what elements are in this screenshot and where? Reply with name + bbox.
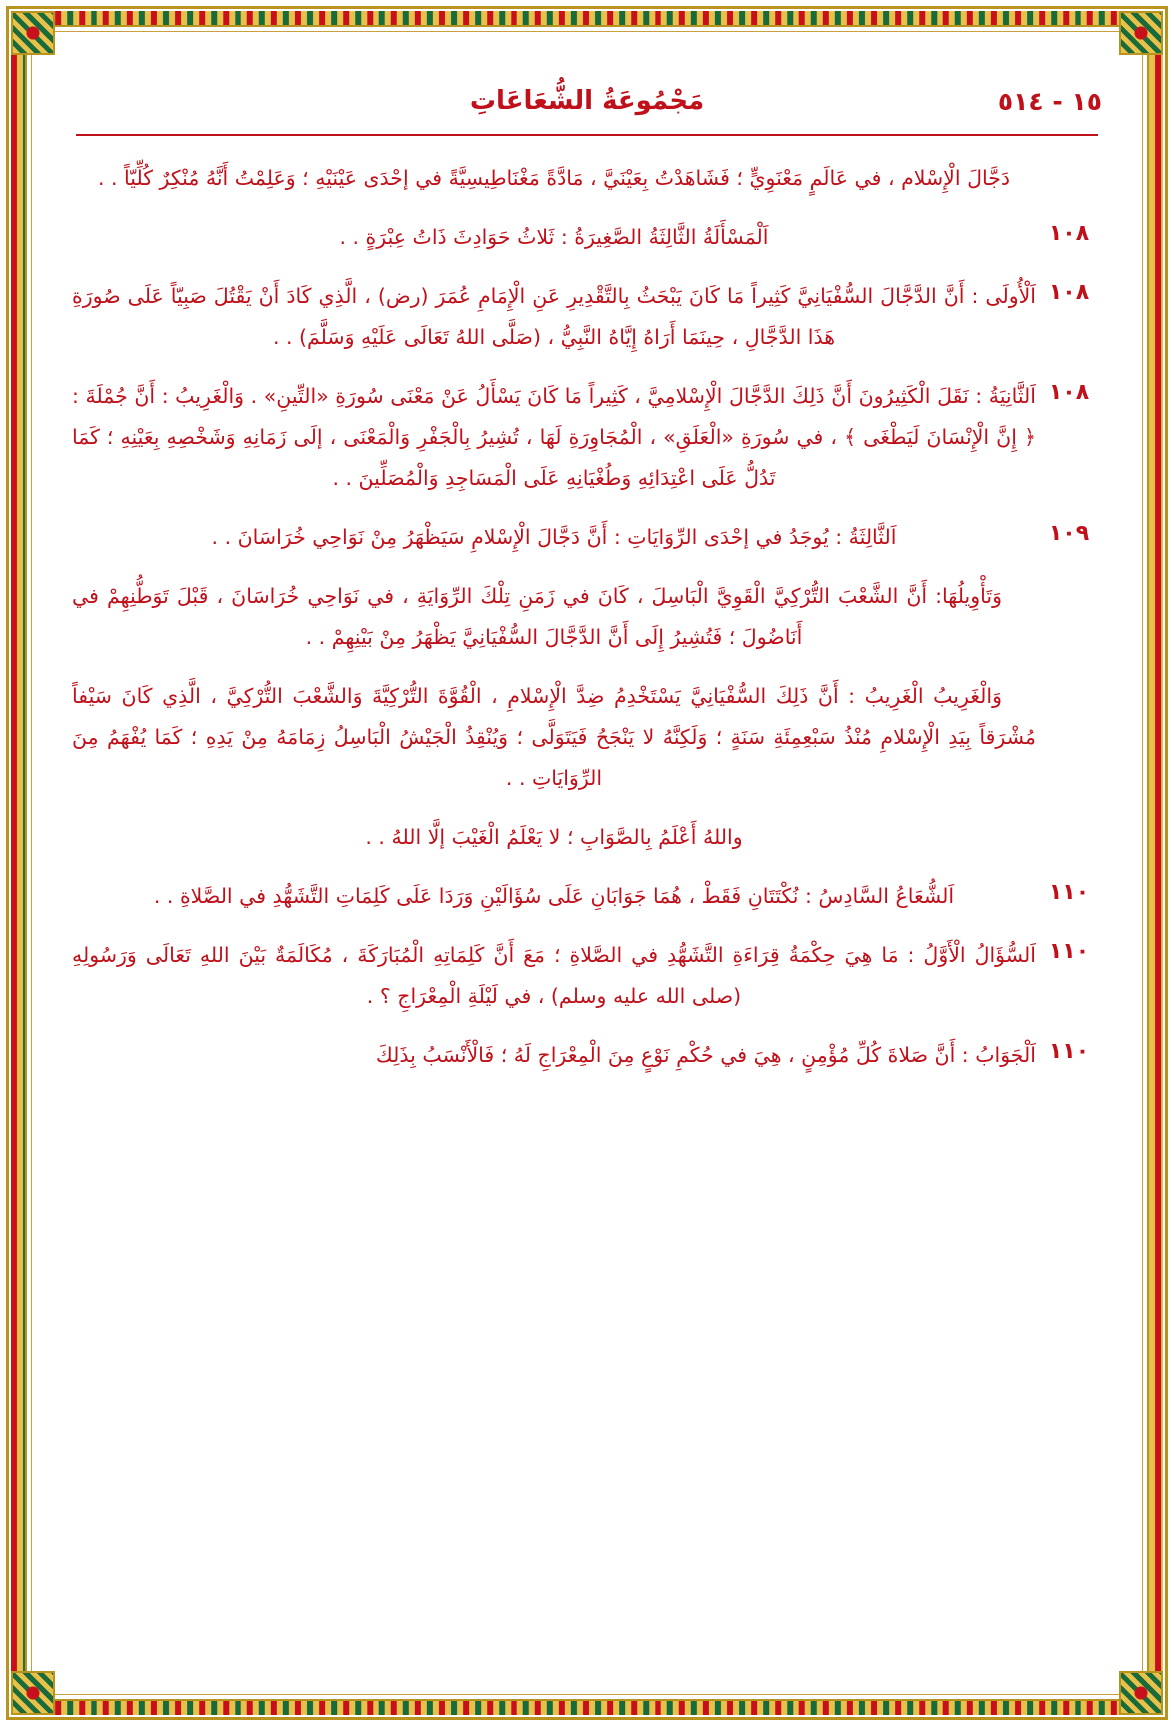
- paragraph-block: [72, 817, 1102, 858]
- paragraph-block: [72, 676, 1102, 799]
- paragraph-text: واللهُ أَعْلَمُ بِالصَّوَابِ ؛ لا يَعْلَمُ الْغَيْبَ إلَّا اللهُ . .: [365, 825, 743, 849]
- paragraph-block: [72, 1035, 1102, 1076]
- paragraph-text: دَجَّالَ الْإِسْلام ، في عَالَمٍ مَعْنَوِيٍّ ؛ فَشَاهَدْتُ بِعَيْنَيَّ ، مَادَّةً مَغْنَاطِيسِيَّةً في إحْدَى عَيْنَيْهِ ؛ وَعَلِمْتُ أَنَّهُ مُنْكِرٌ كُلِّيّاً . .: [97, 166, 1011, 190]
- paragraph-number: [1036, 158, 1102, 162]
- paragraph-block: [72, 276, 1102, 358]
- paragraph-text: اَلْأُولَى : أَنَّ الدَّجَّالَ السُّفْيَانِيَّ كَثِيراً مَا كَانَ يَبْحَثُ بِالتَّقْدِيرِ عَنِ الْإِمَامِ عُمَرَ (رض) ، الَّذِي كَادَ أَنْ يَقْتُلَ صَبِيّاً عَلَى صُورَةِ هَذَا الدَّجَّالِ ، حِينَمَا أَرَاهُ إِيَّاهُ النَّبِيُّ ، (صَلَّى اللهُ تَعَالَى عَلَيْهِ وَسَلَّمَ) . .: [72, 284, 1036, 349]
- paragraph-number: ١٠٨: [1048, 380, 1090, 405]
- paragraph-text: اَلْمَسْأَلَةُ الثَّالِثَةُ الصَّغِيرَةُ : ثَلاثُ حَوَادِثَ ذَاتُ عِبْرَةٍ . .: [339, 225, 769, 249]
- paragraph-text: اَلثَّانِيَةُ : نَقَلَ الْكَثِيرُونَ أَنَّ ذَلِكَ الدَّجَّالَ الْإِسْلامِيَّ ، كَثِيراً مَا كَانَ يَسْأَلُ عَنْ مَعْنَى سُورَةِ «التِّينِ» . وَالْغَرِيبُ : أَنَّ جُمْلَةَ : ﴿ إِنَّ الْإِنْسَانَ لَيَطْغَى ﴾ ، في سُورَةِ «الْعَلَقِ» ، الْمُجَاوِرَةِ لَهَا ، تُشِيرُ بِالْجَفْرِ وَالْمَعْنَى ، إلَى زَمَانِهِ وَشَخْصِهِ بِعَيْنِهِ ؛ كَمَا تَدُلُّ عَلَى اعْتِدَائِهِ وَطُغْيَانِهِ عَلَى الْمَسَاجِدِ وَالْمُصَلِّينَ . .: [72, 384, 1036, 490]
- paragraph-number: ١١٠: [1048, 1039, 1090, 1064]
- paragraph-number: [1036, 817, 1102, 821]
- paragraph-block: [72, 217, 1102, 258]
- paragraph-text: وَالْغَرِيبُ الْغَرِيبُ : أَنَّ ذَلِكَ السُّفْيَانِيَّ يَسْتَخْدِمُ ضِدَّ الْإِسْلامِ ، الْقُوَّةَ التُّرْكِيَّةَ وَالشَّعْبَ التُّرْكِيَّ ، الَّذِي كَانَ سَيْفاً مُشْرَقاً بِيَدِ الْإِسْلامِ مُنْذُ سَبْعِمِئَةِ سَنَةٍ ؛ وَلَكِنَّهُ لا يَنْجَحُ فَيَتَوَلَّى ؛ وَيُنْقِذُ الْجَيْشُ الْبَاسِلُ زِمَامَهُ مِنْ يَدِهِ ؛ كَمَا يُفْهَمُ مِنَ الرِّوَايَاتِ . .: [72, 684, 1036, 790]
- paragraph-number: ١٠٨: [1048, 280, 1090, 305]
- page-number: ١٥ - ٥١٤: [997, 86, 1102, 116]
- paragraph-block: [72, 517, 1102, 558]
- paragraph-block: [72, 935, 1102, 1017]
- paragraph-block: [72, 876, 1102, 917]
- paragraph-number: [1036, 676, 1102, 680]
- paragraph-text: اَلْجَوَابُ : أَنَّ صَلاةَ كُلِّ مُؤْمِنٍ ، هِيَ في حُكْمِ نَوْعٍ مِنَ الْمِعْرَاجِ لَهُ ؛ فَالْأَنْسَبُ بِذَلِكَ: [375, 1043, 1036, 1067]
- paragraph-number: [1036, 576, 1102, 580]
- paragraph-number: ١٠٨: [1048, 221, 1090, 246]
- paragraph-number: ١١٠: [1048, 939, 1090, 964]
- paragraph-block: [72, 158, 1102, 199]
- paragraph-text: اَلثَّالِثَةُ : يُوجَدُ في إحْدَى الرِّوَايَاتِ : أَنَّ دَجَّالَ الْإِسْلامِ سَيَظْهَرُ مِنْ نَوَاحِي خُرَاسَانَ . .: [211, 525, 897, 549]
- paragraph-text: اَلسُّؤَالُ الْأَوَّلُ : مَا هِيَ حِكْمَةُ قِرَاءَةِ التَّشَهُّدِ في الصَّلاةِ ؛ مَعَ أَنَّ كَلِمَاتِهِ الْمُبَارَكَةَ ، مُكَالَمَةٌ بَيْنَ اللهِ تَعَالَى وَرَسُولِهِ (صلى الله عليه وسلم) ، في لَيْلَةِ الْمِعْرَاجِ ؟ .: [72, 943, 1036, 1008]
- paragraph-text: اَلشُّعَاعُ السَّادِسُ : نُكْتَتَانِ فَقَطْ ، هُمَا جَوَابَانِ عَلَى سُؤَالَيْنِ وَرَدَا عَلَى كَلِمَاتِ التَّشَهُّدِ في الصَّلاةِ . .: [153, 884, 955, 908]
- paragraph-text: وَتَأْوِيلُهَا: أَنَّ الشَّعْبَ التُّرْكِيَّ الْقَوِيَّ الْبَاسِلَ ، كَانَ في زَمَنِ تِلْكَ الرِّوَايَةِ ، في نَوَاحِي خُرَاسَانَ ، قَبْلَ تَوَطُّنِهِمْ في أَنَاضُولَ ؛ فَتُشِيرُ إِلَى أَنَّ الدَّجَّالَ السُّفْيَانِيَّ يَظْهَرُ مِنْ بَيْنِهِمْ . .: [72, 584, 1002, 649]
- header-divider: [76, 134, 1098, 136]
- paragraph-block: [72, 576, 1102, 658]
- book-title: مَجْمُوعَةُ الشُّعَاعَاتِ: [469, 86, 705, 116]
- page-content: [46, 46, 1128, 1680]
- paragraph-number: ١١٠: [1048, 880, 1090, 905]
- page-header: [72, 74, 1102, 128]
- paragraph-number: ١٠٩: [1048, 521, 1090, 546]
- paragraph-block: [72, 376, 1102, 499]
